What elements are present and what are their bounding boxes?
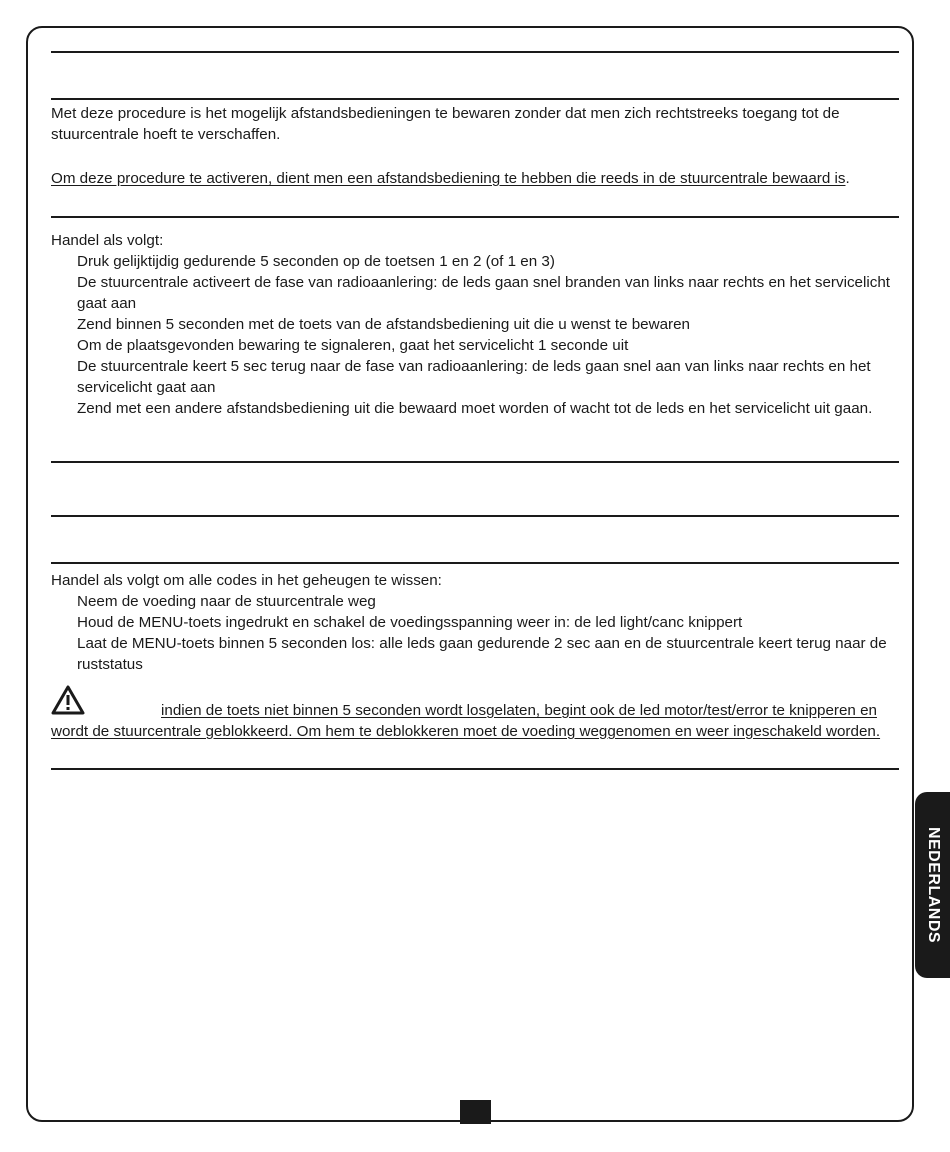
section-divider xyxy=(51,562,899,564)
section-divider xyxy=(51,98,899,100)
procedure-step: Zend binnen 5 seconden met de toets van de afstandsbediening uit die u wenst te bewaren xyxy=(77,316,690,333)
section-divider xyxy=(51,461,899,463)
section-divider xyxy=(51,768,899,770)
procedure-step: Laat de MENU-toets binnen 5 seconden los: alle leds gaan gedurende 2 sec aan en de stuurcentrale keert terug naar de ruststatus xyxy=(77,635,887,673)
procedure-step: Om de plaatsgevonden bewaring te signaleren, gaat het servicelicht 1 seconde uit xyxy=(77,337,629,354)
activation-note xyxy=(51,168,899,189)
language-tab xyxy=(915,792,950,978)
activation-note-underlined: Om deze procedure te activeren, dient men een afstandsbediening te hebben die reeds in de stuurcentrale bewaard is xyxy=(51,170,846,187)
procedure-steps xyxy=(51,591,899,675)
section-divider xyxy=(51,51,899,53)
procedure-store-remotes xyxy=(51,230,899,419)
procedure-step: De stuurcentrale keert 5 sec terug naar de fase van radioaanlering: de leds gaan snel aan van links naar rechts en het servicelicht gaat aan xyxy=(77,358,871,396)
procedure-step: Druk gelijktijdig gedurende 5 seconden op de toetsen 1 en 2 (of 1 en 3) xyxy=(77,253,555,270)
procedure-heading: Handel als volgt om alle codes in het geheugen te wissen: xyxy=(51,572,442,589)
procedure-erase-codes xyxy=(51,570,899,675)
section-divider xyxy=(51,216,899,218)
procedure-step: Zend met een andere afstandsbediening uit die bewaard moet worden of wacht tot de leds en het servicelicht uit gaan. xyxy=(77,400,873,417)
procedure-step: Neem de voeding naar de stuurcentrale weg xyxy=(77,593,376,610)
procedure-steps xyxy=(51,251,899,419)
activation-note-end: . xyxy=(845,170,850,187)
procedure-heading: Handel als volgt: xyxy=(51,232,164,249)
section-divider xyxy=(51,515,899,517)
procedure-step: De stuurcentrale activeert de fase van radioaanlering: de leds gaan snel branden van links naar rechts en het servicelicht gaat aan xyxy=(77,274,891,312)
warning-text: indien de toets niet binnen 5 seconden wordt losgelaten, begint ook de led motor/test/error te knipperen en wordt de stuurcentrale geblokkeerd. Om hem te deblokkeren moet de voeding weggenomen en weer ingeschakeld worden. xyxy=(51,702,881,740)
procedure-step: Houd de MENU-toets ingedrukt en schakel de voedingsspanning weer in: de led light/canc knippert xyxy=(77,614,743,631)
intro-paragraph: Met deze procedure is het mogelijk afstandsbedieningen te bewaren zonder dat men zich rechtstreeks toegang tot de stuurcentrale hoeft te verschaffen. xyxy=(51,105,840,143)
page-number-marker xyxy=(460,1100,491,1124)
language-tab-label: NEDERLANDS xyxy=(924,826,942,944)
